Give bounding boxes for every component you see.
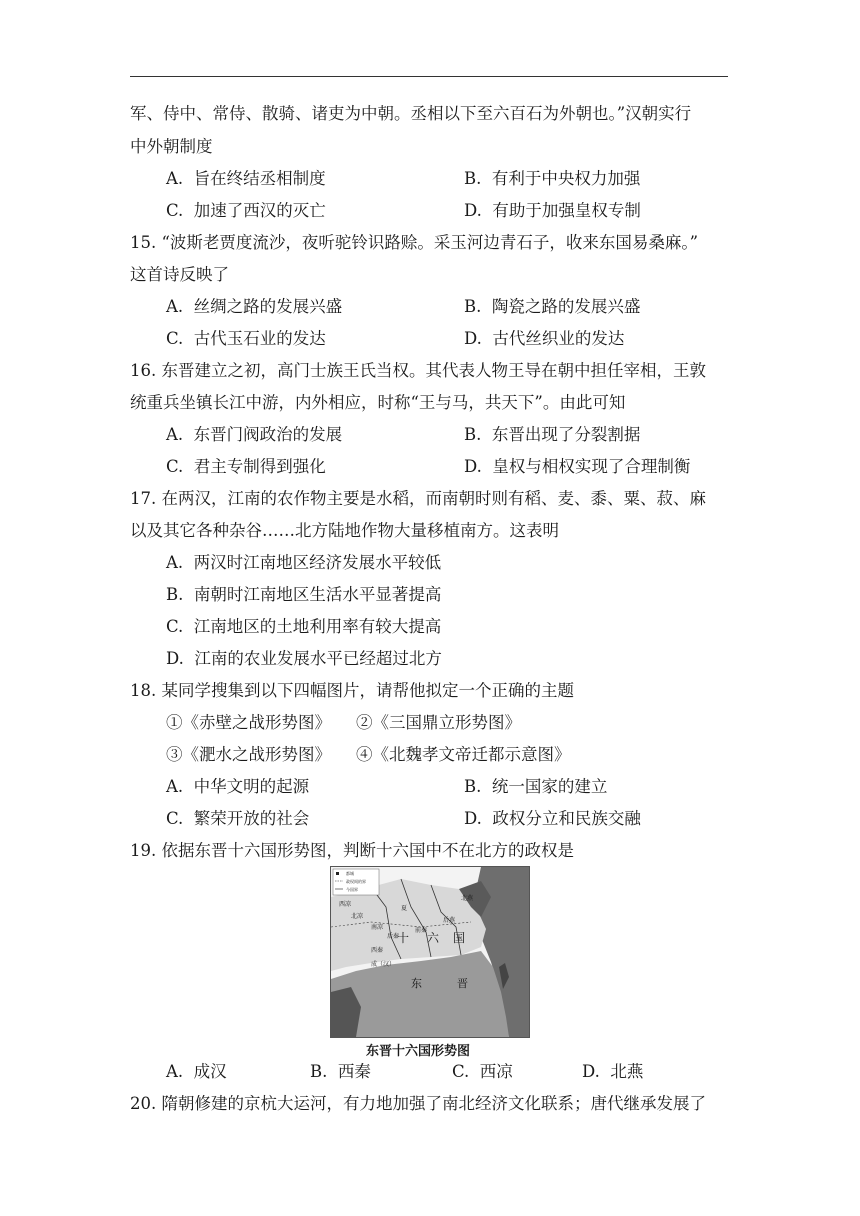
option-label: B. xyxy=(464,297,482,316)
option-text: 南朝时江南地区生活水平显著提高 xyxy=(193,585,442,604)
map-label-dong: 东 xyxy=(411,977,422,990)
option-text: 有助于加强皇权专制 xyxy=(492,201,641,220)
q16-option-b[interactable] xyxy=(464,425,640,445)
map-label-chenghan: 成（汉） xyxy=(371,961,396,968)
map-label-shi: 十 xyxy=(397,931,410,945)
map-label-houqin: 后秦 xyxy=(387,933,400,940)
map-label-xiliang: 西凉 xyxy=(339,901,352,908)
q14-text-line-1: 军、侍中、常侍、散骑、诸吏为中朝。丞相以下至六百石为外朝也。”汉朝实行 xyxy=(130,104,692,123)
header-rule xyxy=(130,76,728,77)
q18-picture-3: ③《淝水之战形势图》 xyxy=(166,745,331,764)
q14-option-d[interactable] xyxy=(464,201,641,221)
q18-option-b[interactable] xyxy=(464,777,607,797)
q16-option-d[interactable] xyxy=(464,457,690,477)
option-label: D. xyxy=(464,201,482,220)
q18-picture-2: ②《三国鼎立形势图》 xyxy=(356,713,521,732)
option-text: 中华文明的起源 xyxy=(193,777,310,796)
option-label: A. xyxy=(166,553,184,572)
q19-option-a[interactable] xyxy=(166,1062,227,1082)
option-text: 君主专制得到强化 xyxy=(193,457,326,476)
option-label: C. xyxy=(166,329,184,348)
q18-option-a[interactable] xyxy=(166,777,309,797)
q15-stem-line-1: 15. “波斯老贾度流沙，夜听驼铃识路赊。采玉河边青石子，收来东国易桑麻。” xyxy=(130,233,699,252)
option-label: C. xyxy=(166,809,184,828)
map-caption: 东晋十六国形势图 xyxy=(366,1044,471,1059)
option-label: B. xyxy=(464,777,482,796)
map-label-liu: 六 xyxy=(427,931,440,945)
q15-option-b[interactable] xyxy=(464,297,640,317)
q20-stem-line-1: 20. 隋朝修建的京杭大运河，有力地加强了南北经济文化联系；唐代继承发展了 xyxy=(130,1094,706,1113)
option-text: 成汉 xyxy=(193,1062,227,1081)
option-text: 加速了西汉的灭亡 xyxy=(193,201,326,220)
map-label-jin: 晋 xyxy=(457,977,468,990)
q19-option-b[interactable] xyxy=(310,1062,371,1082)
option-text: 西凉 xyxy=(479,1062,513,1081)
option-label: C. xyxy=(166,201,184,220)
q16-stem-line-1: 16. 东晋建立之初，高门士族王氏当权。其代表人物王导在朝中担任宰相，王敦 xyxy=(130,361,706,380)
q14-option-c[interactable] xyxy=(166,201,326,221)
legend-border: 今国界 xyxy=(346,887,358,892)
q17-option-b[interactable] xyxy=(166,585,441,605)
q15-stem-line-2: 这首诗反映了 xyxy=(130,265,229,284)
map-label-xia: 夏 xyxy=(401,905,408,912)
q19-option-c[interactable] xyxy=(452,1062,513,1082)
option-text: 江南地区的土地利用率有较大提高 xyxy=(193,617,442,636)
option-label: B. xyxy=(166,585,184,604)
map-label-xiqin: 西秦 xyxy=(371,947,384,954)
q18-picture-1: ①《赤壁之战形势图》 xyxy=(166,713,331,732)
option-text: 繁荣开放的社会 xyxy=(193,809,310,828)
map-label-houyan: 后燕 xyxy=(443,917,456,924)
option-text: 陶瓷之路的发展兴盛 xyxy=(491,297,641,316)
q14-text-line-2: 中外朝制度 xyxy=(130,137,213,156)
q19-stem-line-1: 19. 依据东晋十六国形势图，判断十六国中不在北方的政权是 xyxy=(130,841,574,860)
option-text: 西秦 xyxy=(337,1062,371,1081)
option-label: A. xyxy=(166,777,184,796)
q17-stem-line-2: 以及其它各种杂谷……北方陆地作物大量移植南方。这表明 xyxy=(130,521,559,540)
map-label-beiyan: 北燕 xyxy=(461,895,474,902)
option-text: 有利于中央权力加强 xyxy=(491,169,641,188)
option-label: A. xyxy=(166,425,184,444)
q19-option-d[interactable] xyxy=(582,1062,643,1082)
q17-option-a[interactable] xyxy=(166,553,441,573)
option-text: 两汉时江南地区经济发展水平较低 xyxy=(193,553,442,572)
option-label: C. xyxy=(166,617,184,636)
option-label: C. xyxy=(166,457,184,476)
q17-option-d[interactable] xyxy=(166,649,442,669)
q17-stem-line-1: 17. 在两汉，江南的农作物主要是水稻，而南朝时则有稻、麦、黍、粟、菽、麻 xyxy=(130,489,706,508)
q15-option-a[interactable] xyxy=(166,297,342,317)
option-text: 古代丝织业的发达 xyxy=(492,329,625,348)
option-label: B. xyxy=(310,1062,328,1081)
legend-capital: 都城 xyxy=(346,871,354,876)
option-text: 北燕 xyxy=(610,1062,644,1081)
map-label-guo: 国 xyxy=(453,931,466,945)
option-text: 政权分立和民族交融 xyxy=(492,809,641,828)
q17-option-c[interactable] xyxy=(166,617,441,637)
option-label: A. xyxy=(166,1062,184,1081)
map-label-qianqin: 前秦 xyxy=(415,927,428,934)
option-label: B. xyxy=(464,425,482,444)
option-text: 统一国家的建立 xyxy=(491,777,608,796)
map-label-nanliang: 南凉 xyxy=(371,924,384,931)
q16-option-c[interactable] xyxy=(166,457,326,477)
option-text: 皇权与相权实现了合理制衡 xyxy=(492,457,691,476)
option-text: 东晋门阀政治的发展 xyxy=(193,425,343,444)
option-label: D. xyxy=(582,1062,600,1081)
q18-option-d[interactable] xyxy=(464,809,641,829)
option-label: D. xyxy=(464,457,482,476)
option-label: A. xyxy=(166,169,184,188)
q18-picture-4: ④《北魏孝文帝迁都示意图》 xyxy=(356,745,571,764)
q18-option-c[interactable] xyxy=(166,809,309,829)
option-label: D. xyxy=(464,809,482,828)
legend-boundary: 政权间的界 xyxy=(346,879,366,884)
q18-stem-line-1: 18. 某同学搜集到以下四幅图片，请帮他拟定一个正确的主题 xyxy=(130,681,574,700)
option-text: 东晋出现了分裂割据 xyxy=(491,425,641,444)
q14-option-a[interactable] xyxy=(166,169,326,189)
option-text: 江南的农业发展水平已经超过北方 xyxy=(194,649,442,668)
option-label: C. xyxy=(452,1062,470,1081)
q16-stem-line-2: 统重兵坐镇长江中游，内外相应，时称“王与马，共天下”。由此可知 xyxy=(130,393,626,412)
option-label: B. xyxy=(464,169,482,188)
map-label-beiliang: 北凉 xyxy=(351,913,364,920)
option-text: 丝绸之路的发展兴盛 xyxy=(193,297,343,316)
option-label: D. xyxy=(464,329,482,348)
q15-option-d[interactable] xyxy=(464,329,624,349)
sixteen-kingdoms-map xyxy=(330,866,530,1038)
map-graphic xyxy=(331,867,529,1037)
option-text: 旨在终结丞相制度 xyxy=(193,169,326,188)
q15-option-c[interactable] xyxy=(166,329,326,349)
q16-option-a[interactable] xyxy=(166,425,342,445)
option-label: A. xyxy=(166,297,184,316)
option-text: 古代玉石业的发达 xyxy=(193,329,326,348)
q14-option-b[interactable] xyxy=(464,169,640,189)
option-label: D. xyxy=(166,649,184,668)
